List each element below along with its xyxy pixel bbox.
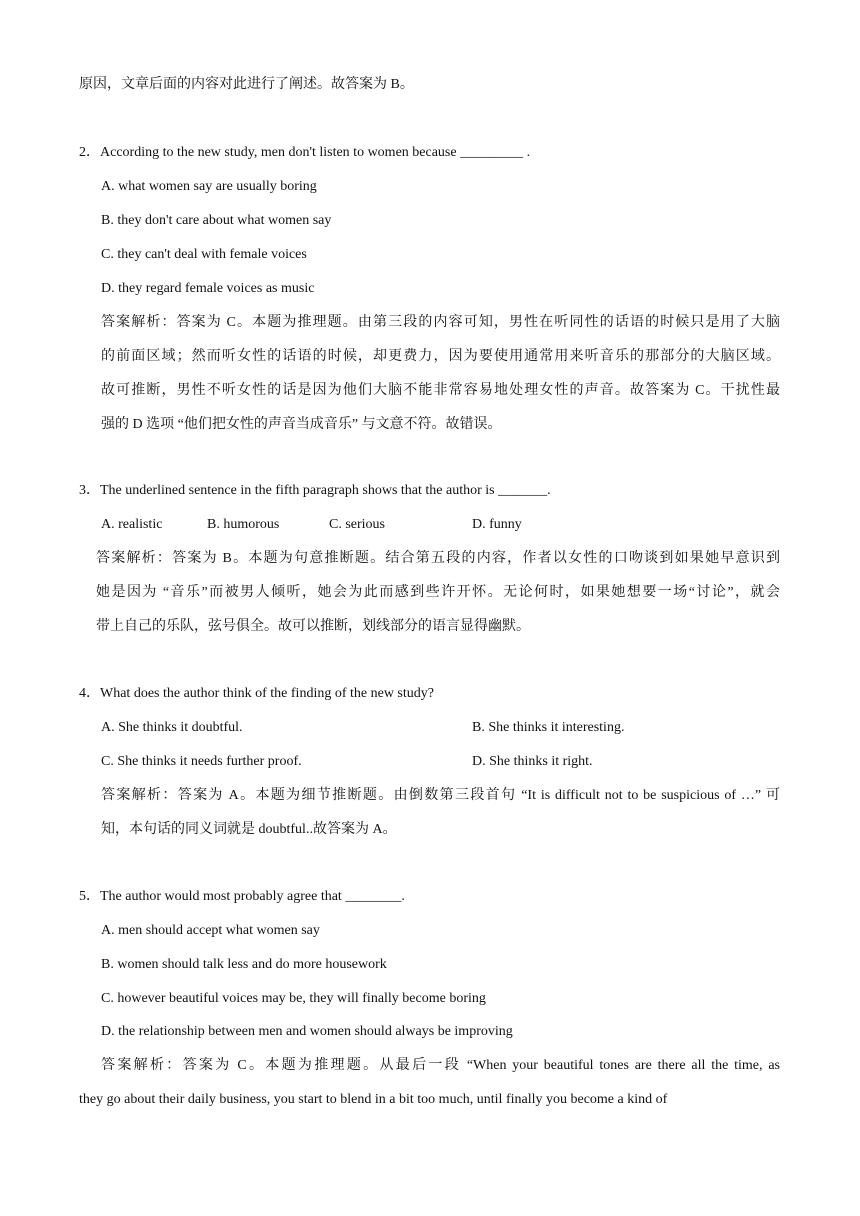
question-5-stem: 5．The author would most probably agree that ________.: [79, 889, 405, 904]
question-3-option-c: C. serious: [329, 517, 385, 532]
question-4-option-c: C. She thinks it needs further proof.: [101, 754, 302, 769]
question-4-stem: 4．What does the author think of the finding of the new study?: [79, 686, 434, 701]
question-3-explanation-line: 她是因为 “音乐”而被男人倾听，她会为此而感到些许开怀。无论何时，如果她想要一场“讨论”，就会: [96, 585, 780, 600]
question-2-explanation-line: 故可推断，男性不听女性的话是因为他们大脑不能非常容易地处理女性的声音。故答案为 C。干扰性最: [101, 383, 780, 398]
question-2-option-b: B. they don't care about what women say: [101, 213, 332, 228]
question-4-explanation-line: 答案解析：答案为 A。本题为细节推断题。由倒数第三段首句 “It is difficult not to be suspicious of …” 可: [101, 788, 780, 803]
question-2-explanation-line: 的前面区域；然而听女性的话语的时候，却更费力，因为要使用通常用来听音乐的那部分的大脑区域。: [101, 349, 780, 364]
question-3-stem: 3．The underlined sentence in the fifth paragraph shows that the author is _______.: [79, 483, 551, 498]
question-2-option-d: D. they regard female voices as music: [101, 281, 315, 296]
question-5-option-c: C. however beautiful voices may be, they will finally become boring: [101, 991, 486, 1006]
question-4-option-d: D. She thinks it right.: [472, 754, 593, 769]
question-2-stem: 2．According to the new study, men don't listen to women because _________ .: [79, 145, 531, 160]
question-4-option-a: A. She thinks it doubtful.: [101, 720, 243, 735]
question-5-option-a: A. men should accept what women say: [101, 923, 320, 938]
intro-line: 原因，文章后面的内容对此进行了阐述。故答案为 B。: [79, 77, 414, 92]
question-3-option-a: A. realistic: [101, 517, 163, 532]
question-2-option-c: C. they can't deal with female voices: [101, 247, 307, 262]
question-2-explanation-line: 答案解析：答案为 C。本题为推理题。由第三段的内容可知，男性在听同性的话语的时候只是用了大脑: [101, 315, 780, 330]
question-5-explanation-line: they go about their daily business, you start to blend in a bit too much, until finally you become a kind of: [79, 1092, 668, 1107]
question-5-explanation-line: 答案解析：答案为 C。本题为推理题。从最后一段 “When your beautiful tones are there all the time, as: [101, 1058, 780, 1073]
question-4-option-b: B. She thinks it interesting.: [472, 720, 625, 735]
question-5-option-d: D. the relationship between men and women should always be improving: [101, 1024, 513, 1039]
question-3-option-b: B. humorous: [207, 517, 280, 532]
question-5-option-b: B. women should talk less and do more housework: [101, 957, 387, 972]
question-3-option-d: D. funny: [472, 517, 522, 532]
question-4-explanation-line: 知，本句话的同义词就是 doubtful..故答案为 A。: [101, 822, 397, 837]
question-2-option-a: A. what women say are usually boring: [101, 179, 317, 194]
question-3-explanation-line: 带上自己的乐队，弦号俱全。故可以推断，划线部分的语言显得幽默。: [96, 619, 530, 634]
question-2-explanation-line: 强的 D 选项 “他们把女性的声音当成音乐” 与文意不符。故错误。: [101, 417, 502, 432]
question-3-explanation-line: 答案解析：答案为 B。本题为句意推断题。结合第五段的内容，作者以女性的口吻谈到如果她早意识到: [96, 551, 780, 566]
